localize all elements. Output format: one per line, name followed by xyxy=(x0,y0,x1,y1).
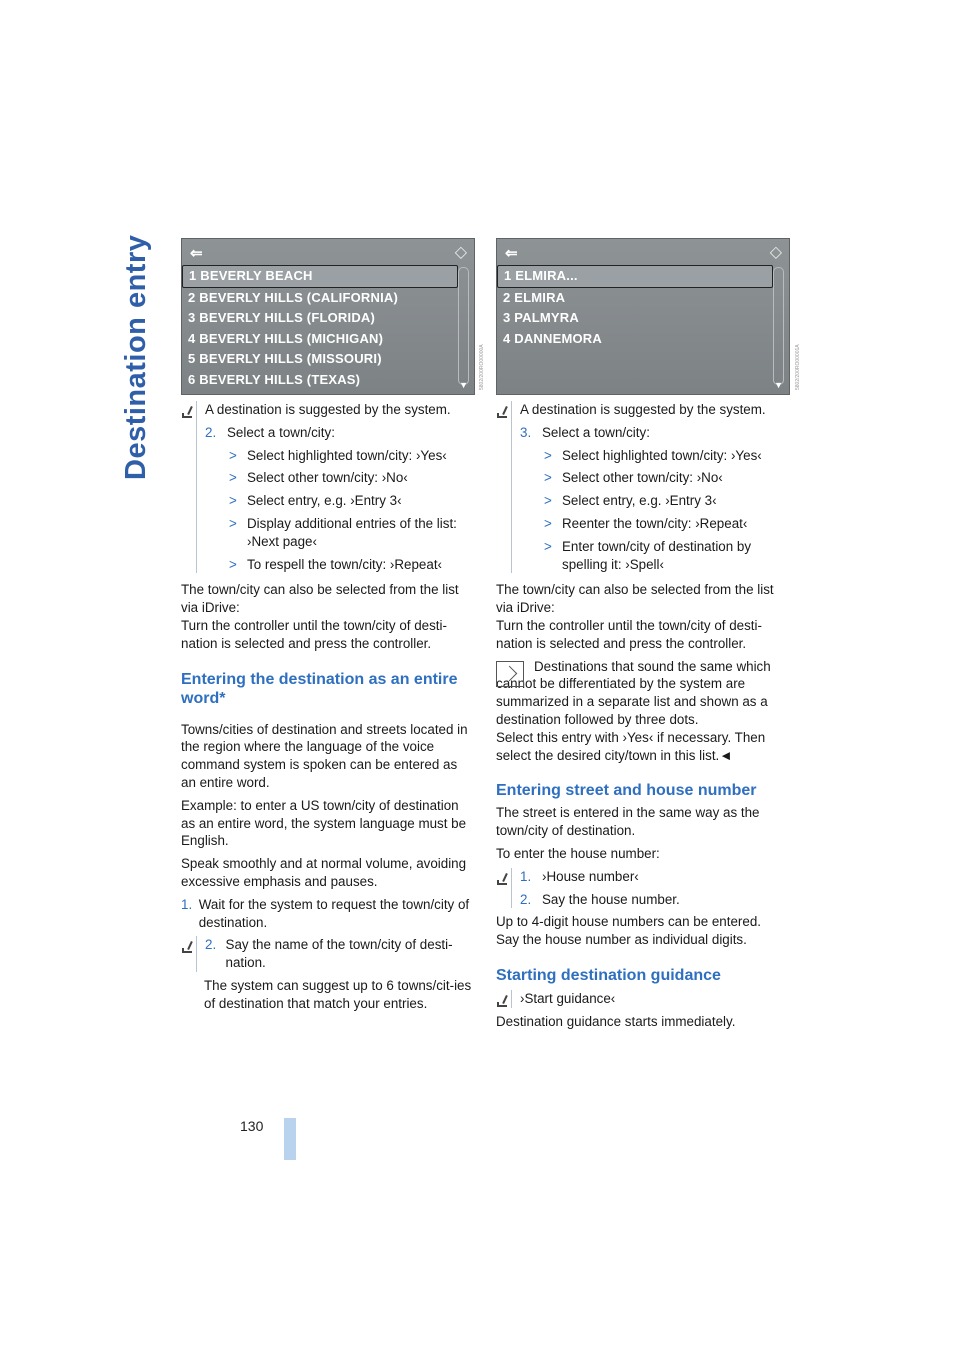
section-title: Destination entry xyxy=(120,234,152,480)
list-item[interactable]: 6 BEVERLY HILLS (TEXAS) xyxy=(188,371,361,387)
scroll-down-icon: ▼ xyxy=(459,380,468,390)
image-code: 5802/200RO00001A xyxy=(795,344,801,390)
list-item: To respell the town/city: ›Repeat‹ xyxy=(247,556,442,572)
list-item[interactable]: 2 BEVERLY HILLS (CALIFORNIA) xyxy=(188,289,399,305)
navigation-arrows-icon: ◇ xyxy=(769,244,782,261)
list-item: Select highlighted town/city: ›Yes‹ xyxy=(247,447,447,463)
page-number: 130 xyxy=(240,1118,264,1134)
list-item[interactable]: 3 BEVERLY HILLS (FLORIDA) xyxy=(188,310,376,325)
voice-command-block: A destination is suggested by the system. 2. Select a town/city: > Select highlighted town/city: ›Yes‹ > Select other town/city: ›No‹ > Select entry, e.g. ›Entry 3‹ > Display additional entries of the list: ›Next page‹ > To respell the town/city: ›Repeat‹ xyxy=(181,401,475,573)
voice-command-block: 2. Say the name of the town/city of desti-nation. xyxy=(181,936,475,972)
navigation-arrows-icon: ◇ xyxy=(454,244,467,261)
list-item: Display additional entries of the list: ›Next page‹ xyxy=(247,515,457,549)
back-arrow-icon: ⇐ xyxy=(190,245,203,262)
nav-screen-left xyxy=(181,238,475,395)
voice-command-block: ›Start guidance‹ xyxy=(496,990,790,1008)
note-block: Destinations that sound the same which cannot be differentiated by the system are summarized in a separate list and shown as a destination followed by three dots. Select this entry with ›Yes‹ if necessary. Then select the desired city/town in this list.◄ xyxy=(496,658,771,763)
page-tab-marker xyxy=(284,1118,296,1160)
note-arrow-icon xyxy=(496,661,524,687)
list-item: Select highlighted town/city: ›Yes‹ xyxy=(562,447,762,463)
left-column: A destination is suggested by the system. 2. Select a town/city: > Select highlighted town/city: ›Yes‹ > Select other town/city: ›No‹ > Select entry, e.g. ›Entry 3‹ > Display additional entries of the list: ›Next page‹ > To respell the town/city: ›Repeat‹ The town/city can also be selected from the list via iDrive: Turn the controller until the town/city of desti-nation is selected and press the controller. Entering the destination as an entire word* Towns/cities of destination and streets located in the region where the language of the voice command system is spoken can be entered as an entire word. Example: to enter a US town/city of destination as an entire word, the system language must be English. Speak smoothly and at normal volume, avoiding excessive emphasis and pauses. 1. Wait for the system to request the town/city of destination. 2. Say the name of the town/city of desti-nation. The system can suggest up to 6 towns/cit-ies of destination that match your entries. xyxy=(181,401,475,1013)
list-item[interactable]: 5 BEVERLY HILLS (MISSOURI) xyxy=(188,351,382,366)
voice-command-icon xyxy=(496,994,510,1008)
right-column: A destination is suggested by the system. 3. Select a town/city: > Select highlighted town/city: ›Yes‹ > Select other town/city: ›No‹ > Select entry, e.g. ›Entry 3‹ > Reenter the town/city: ›Repeat‹ > Enter town/city of destination by spelling it: ›Spell‹ The town/city can also be selected from the list via iDrive: Turn the controller until the town/city of desti-nation is selected and press the controller. Destinations that sound the same which cannot be differentiated by the system are summarized in a separate list and shown as a destination followed by three dots. Select this entry with ›Yes‹ if necessary. Then select the desired city/town in this list.◄ Entering street and house number The street is entered in the same way as the town/city of destination. To enter the house number: 1. ›House number‹ 2. Say the house number. Up to 4-digit house numbers can be entered. Say the house number as individual digits. Starting destination guidance ›Start guidance‹ Destination guidance starts immediately. xyxy=(496,401,790,1031)
list-item: Enter town/city of destination by spelling it: ›Spell‹ xyxy=(562,538,752,572)
list-item[interactable]: 1 BEVERLY BEACH xyxy=(182,265,458,288)
list-item: Reenter the town/city: ›Repeat‹ xyxy=(562,515,748,531)
nav-screen-right xyxy=(496,238,790,395)
voice-command-block: A destination is suggested by the system. 3. Select a town/city: > Select highlighted town/city: ›Yes‹ > Select other town/city: ›No‹ > Select entry, e.g. ›Entry 3‹ > Reenter the town/city: ›Repeat‹ > Enter town/city of destination by spelling it: ›Spell‹ xyxy=(496,401,790,573)
list-item: Select other town/city: ›No‹ xyxy=(247,470,408,486)
voice-command-icon xyxy=(181,405,195,419)
list-item[interactable]: 1 ELMIRA... xyxy=(497,265,773,288)
list-item[interactable]: 2 ELMIRA xyxy=(503,289,566,305)
scroll-down-icon: ▼ xyxy=(774,380,783,390)
image-code: 5802/200RO00000A xyxy=(479,344,485,390)
scrollbar[interactable] xyxy=(773,267,784,385)
list-item: Select other town/city: ›No‹ xyxy=(562,470,723,486)
list-item[interactable]: 4 BEVERLY HILLS (MICHIGAN) xyxy=(188,330,384,346)
back-arrow-icon: ⇐ xyxy=(505,245,518,262)
list-item[interactable]: 3 PALMYRA xyxy=(503,310,579,325)
voice-command-icon xyxy=(496,872,510,886)
heading-start-guidance: Starting destination guidance xyxy=(496,966,721,984)
voice-command-icon xyxy=(496,405,510,419)
scrollbar[interactable] xyxy=(458,267,469,385)
heading-street-house: Entering street and house number xyxy=(496,782,757,800)
voice-command-icon xyxy=(181,940,195,954)
voice-command-block: 1. ›House number‹ 2. Say the house number. xyxy=(496,868,790,909)
list-item[interactable]: 4 DANNEMORA xyxy=(503,330,602,346)
list-item: Select entry, e.g. ›Entry 3‹ xyxy=(562,493,717,509)
heading-entire-word: Entering the destination as an entire word* xyxy=(181,670,458,707)
list-item: Select entry, e.g. ›Entry 3‹ xyxy=(247,493,402,509)
